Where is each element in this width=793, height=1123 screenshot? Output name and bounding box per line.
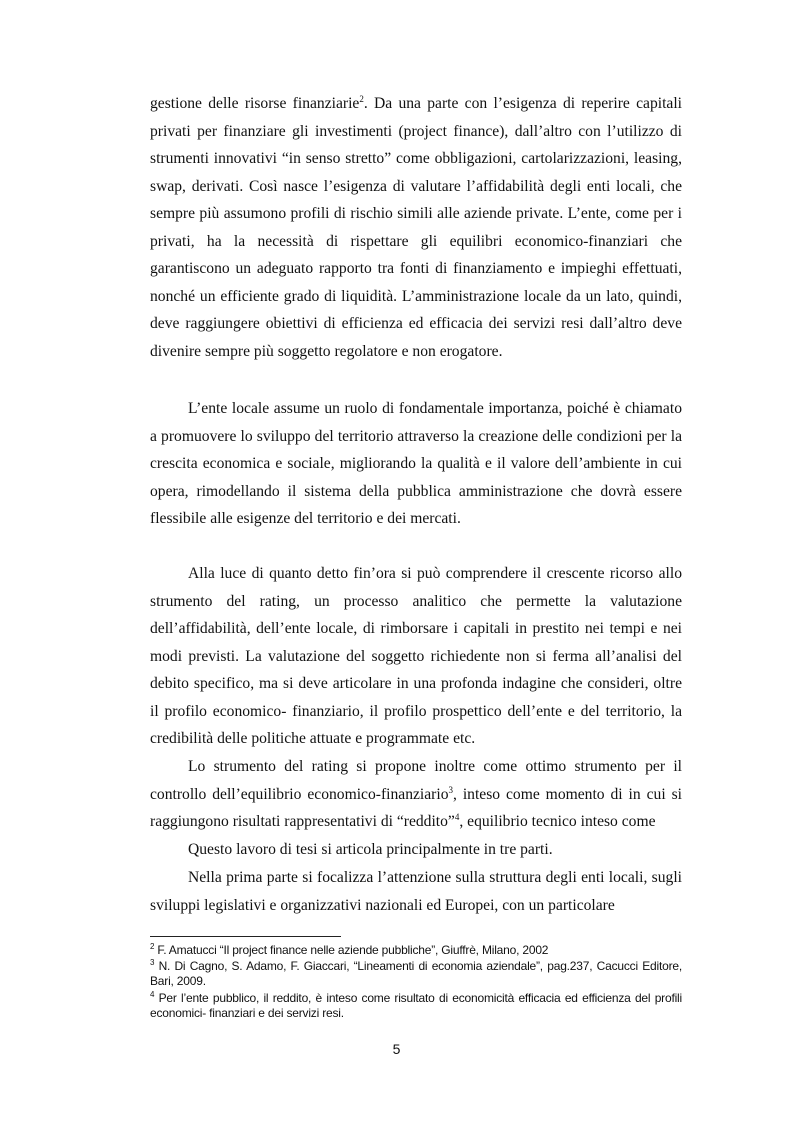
footnote-ref-2[interactable]: 2 xyxy=(359,94,364,104)
footnote-text: F. Amatucci “Il project finance nelle aziende pubbliche”, Giuffrè, Milano, 2002 xyxy=(157,943,549,957)
footnote-2 xyxy=(150,943,682,958)
paragraph-4-text-b: , inteso come momento di in cui si raggiungono risultati rappresentativi di “reddito” xyxy=(150,785,682,830)
paragraph-1-text-b: . Da una parte con l’esigenza di reperire capitali privati per finanziare gli investimenti (project finance), dall’altro con l’utilizzo di strumenti innovativi “in senso stretto” come obbligazioni, cartolarizzazioni, leasing, swap, derivati. Così nasce l’esigenza di valutare l’affidabilità degli enti locali, che sempre più assumono profili di rischio simili alle aziende private. L’ente, come per i privati, ha la necessità di rispettare gli equilibri economico-finanziari che garantiscono un adeguato rapporto tra fonti di finanziamento e impieghi effettuati, nonché un efficiente grado di liquidità. L’amministrazione locale da un lato, quindi, deve raggiungere obiettivi di efficienza ed efficacia dei servizi resi dall’altro deve divenire sempre più soggetto regolatore e non erogatore. xyxy=(150,95,682,360)
paragraph-4-text-a: Lo strumento del rating si propone inoltre come ottimo strumento per il controllo dell’equilibrio economico-finanziario xyxy=(150,758,682,803)
footnote-text: N. Di Cagno, S. Adamo, F. Giaccari, “Lineamenti di economia aziendale”, pag.237, Cacucci Editore, Bari, 2009. xyxy=(150,959,682,989)
footnote-text: Per l’ente pubblico, il reddito, è inteso come risultato di economicità efficacia ed efficienza del profili economici- finanziari e dei servizi resi. xyxy=(150,991,682,1021)
paragraph-6: Nella prima parte si focalizza l’attenzione sulla struttura degli enti locali, sugli sviluppi legislativi e organizzativi nazionali ed Europei, con un particolare xyxy=(150,869,682,914)
paragraph-1 xyxy=(150,90,682,365)
paragraph-4-text-c: , equilibrio tecnico inteso come xyxy=(459,813,656,830)
footnote-3 xyxy=(150,959,682,989)
paragraph-4 xyxy=(150,753,682,836)
footnote-number: 2 xyxy=(150,942,155,951)
paragraph-1-text-a: gestione delle risorse finanziarie xyxy=(150,95,360,112)
footnote-ref-4[interactable]: 4 xyxy=(454,812,460,822)
footnote-number: 3 xyxy=(150,958,155,967)
footnote-4 xyxy=(150,991,682,1021)
paragraph-3: Alla luce di quanto detto fin’ora si può comprendere il crescente ricorso allo strumento del rating, un processo analitico che permette la valutazione dell’affidabilità, dell’ente locale, di rimborsare i capitali in prestito nei tempi e nei modi previsti. La valutazione del soggetto richiedente non si ferma all’analisi del debito specifico, ma si deve articolare in una profonda indagine che consideri, oltre il profilo economico- finanziario, il profilo prospettico dell’ente e del territorio, la credibilità delle politiche attuate e programmate etc. xyxy=(150,565,682,747)
paragraph-5: Questo lavoro di tesi si articola principalmente in tre parti. xyxy=(188,841,553,858)
footnote-ref-3[interactable]: 3 xyxy=(448,784,453,795)
paragraph-2: L’ente locale assume un ruolo di fondamentale importanza, poiché è chiamato a promuovere lo sviluppo del territorio attraverso la creazione delle condizioni per la crescita economica e sociale, migliorando la qualità e il valore dell’ambiente in cui opera, rimodellando il sistema della pubblica amministrazione che dovrà essere flessibile alle esigenze del territorio e dei mercati. xyxy=(150,400,682,527)
page-number: 5 xyxy=(392,1041,401,1057)
footnote-number: 4 xyxy=(150,990,155,999)
footnote-divider xyxy=(150,936,341,937)
